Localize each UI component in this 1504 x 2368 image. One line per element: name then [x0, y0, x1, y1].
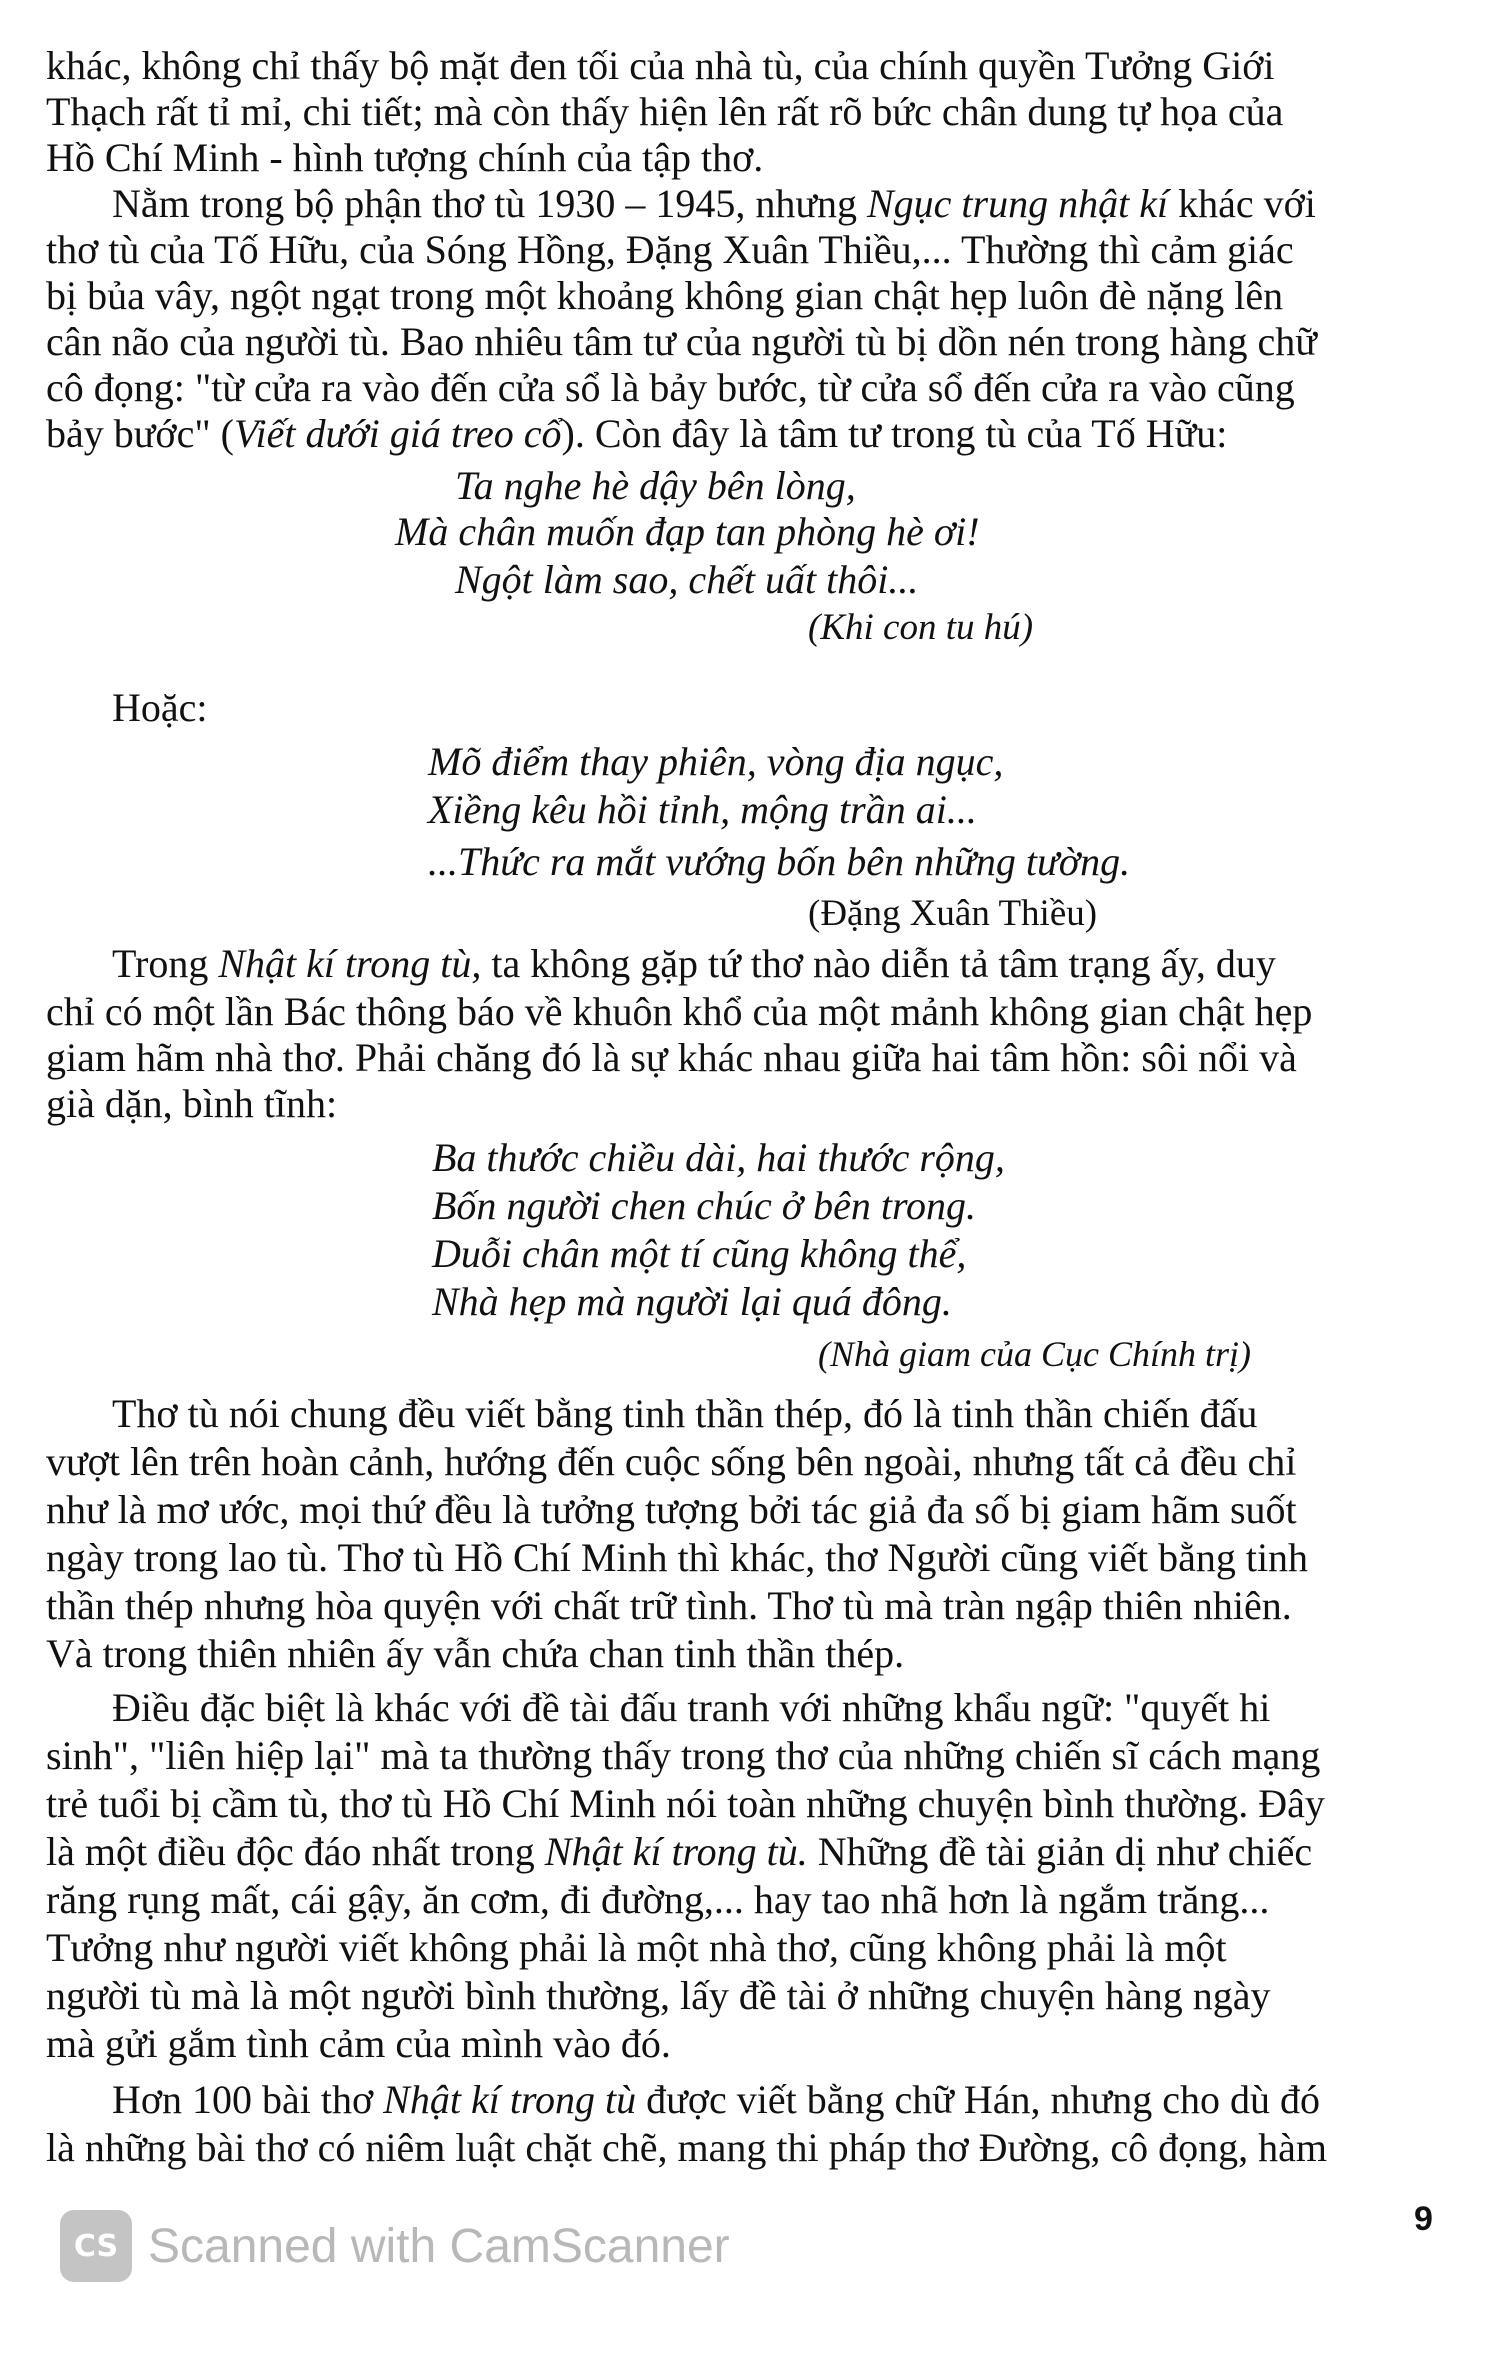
- poem-line: ...Thức ra mắt vướng bốn bên những tường.: [428, 839, 1131, 884]
- paragraph-start: [112, 2076, 1320, 2124]
- text-line: giam hãm nhà thơ. Phải chăng đó là sự khác nhau giữa hai tâm hồn: sôi nổi và: [46, 1035, 1297, 1080]
- text-line: [46, 1828, 1312, 1876]
- text-line: thần thép nhưng hòa quyện với chất trữ tình. Thơ tù mà tràn ngập thiên nhiên.: [46, 1583, 1292, 1628]
- text-line: ngày trong lao tù. Thơ tù Hồ Chí Minh thì khác, thơ Người cũng viết bằng tinh: [46, 1535, 1309, 1580]
- paragraph-start: [112, 180, 1316, 228]
- text-line: răng rụng mất, cái gậy, ăn cơm, đi đường,... hay tao nhã hơn là ngắm trăng...: [46, 1877, 1270, 1922]
- text-line: bị bủa vây, ngột ngạt trong một khoảng không gian chật hẹp luôn đè nặng lên: [46, 273, 1284, 318]
- poem-line: Nhà hẹp mà người lại quá đông.: [432, 1279, 952, 1324]
- poem-line: Ba thước chiều dài, hai thước rộng,: [432, 1135, 1005, 1180]
- poem-citation: (Nhà giam của Cục Chính trị): [818, 1334, 1251, 1374]
- poem-line: Duỗi chân một tí cũng không thể,: [432, 1231, 967, 1276]
- poem-line: Mõ điểm thay phiên, vòng địa ngục,: [428, 739, 1004, 784]
- text-span: ta không gặp tứ thơ nào diễn tả tâm trạng ấy, duy: [481, 941, 1276, 986]
- text-span: khác với: [1168, 181, 1316, 226]
- text-line: [46, 410, 1227, 458]
- poem-line: Xiềng kêu hồi tỉnh, mộng trần ai...: [428, 787, 977, 832]
- text-span: Nằm trong bộ phận thơ tù 1930 – 1945, nhưng: [112, 181, 867, 226]
- book-title: Nhật kí trong tù: [383, 2077, 637, 2122]
- text-line: Thạch rất tỉ mỉ, chi tiết; mà còn thấy hiện lên rất rõ bức chân dung tự họa của: [46, 89, 1284, 134]
- paragraph-start: Điều đặc biệt là khác với đề tài đấu tranh với những khẩu ngữ: "quyết hi: [112, 1685, 1271, 1730]
- text-line: già dặn, bình tĩnh:: [46, 1081, 338, 1126]
- book-title: Ngục trung nhật kí: [867, 181, 1169, 226]
- paragraph-start: [112, 940, 1276, 988]
- text-line: vượt lên trên hoàn cảnh, hướng đến cuộc sống bên ngoài, nhưng tất cả đều chỉ: [46, 1439, 1297, 1484]
- text-span: được viết bằng chữ Hán, nhưng cho dù đó: [636, 2077, 1320, 2122]
- poem-line: Ta nghe hè dậy bên lòng,: [455, 463, 856, 508]
- watermark-text: Scanned with CamScanner: [148, 2219, 730, 2273]
- text-line: là những bài thơ có niêm luật chặt chẽ, mang thi pháp thơ Đường, cô đọng, hàm: [46, 2125, 1327, 2170]
- text-span: là một điều độc đáo nhất trong: [46, 1829, 545, 1874]
- poem-line: Mà chân muốn đạp tan phòng hè ơi!: [395, 509, 980, 554]
- text-span: Hơn 100 bài thơ: [112, 2077, 384, 2122]
- text-line: như là mơ ước, mọi thứ đều là tưởng tượng bởi tác giả đa số bị giam hãm suốt: [46, 1487, 1297, 1532]
- poem-citation: (Đặng Xuân Thiều): [808, 893, 1098, 934]
- page-number: 9: [1414, 2200, 1433, 2238]
- text-line: mà gửi gắm tình cảm của mình vào đó.: [46, 2021, 671, 2066]
- text-line: cô đọng: "từ cửa ra vào đến cửa sổ là bảy bước, từ cửa sổ đến cửa ra vào cũng: [46, 365, 1295, 410]
- text-line: thơ tù của Tố Hữu, của Sóng Hồng, Đặng Xuân Thiều,... Thường thì cảm giác: [46, 227, 1294, 272]
- poem-line: Ngột làm sao, chết uất thôi...: [455, 557, 919, 602]
- text-span: bảy bước" (: [46, 411, 234, 456]
- poem-line: Bốn người chen chúc ở bên trong.: [432, 1183, 977, 1228]
- camscanner-logo-icon: CS: [60, 2210, 132, 2282]
- book-title: Nhật kí trong tù,: [218, 941, 482, 986]
- text-line: trẻ tuổi bị cầm tù, thơ tù Hồ Chí Minh nói toàn những chuyện bình thường. Đây: [46, 1781, 1325, 1826]
- text-line: khác, không chỉ thấy bộ mặt đen tối của nhà tù, của chính quyền Tưởng Giới: [46, 43, 1275, 88]
- text-span: Trong: [112, 941, 219, 986]
- text-line: người tù mà là một người bình thường, lấy đề tài ở những chuyện hàng ngày: [46, 1973, 1271, 2018]
- work-title: Viết dưới giá treo cổ: [234, 411, 562, 456]
- text-line: Và trong thiên nhiên ấy vẫn chứa chan tinh thần thép.: [46, 1631, 905, 1676]
- text-line: sinh", "liên hiệp lại" mà ta thường thấy trong thơ của những chiến sĩ cách mạng: [46, 1733, 1321, 1778]
- paragraph-start: Thơ tù nói chung đều viết bằng tinh thần thép, đó là tinh thần chiến đấu: [112, 1391, 1258, 1436]
- text-line: cân não của người tù. Bao nhiêu tâm tư của người tù bị dồn nén trong hàng chữ: [46, 319, 1317, 364]
- text-line: Tưởng như người viết không phải là một nhà thơ, cũng không phải là một: [46, 1925, 1227, 1970]
- text-line: chỉ có một lần Bác thông báo về khuôn khổ của một mảnh không gian chật hẹp: [46, 989, 1313, 1034]
- text-line: Hoặc:: [112, 685, 208, 730]
- text-span: ). Còn đây là tâm tư trong tù của Tố Hữu:: [561, 411, 1228, 456]
- book-title: Nhật kí trong tù.: [544, 1829, 808, 1874]
- poem-citation: (Khi con tu hú): [808, 607, 1034, 648]
- text-line: Hồ Chí Minh - hình tượng chính của tập thơ.: [46, 135, 764, 180]
- camscanner-watermark: [60, 2210, 730, 2282]
- text-span: Những đề tài giản dị như chiếc: [807, 1829, 1313, 1874]
